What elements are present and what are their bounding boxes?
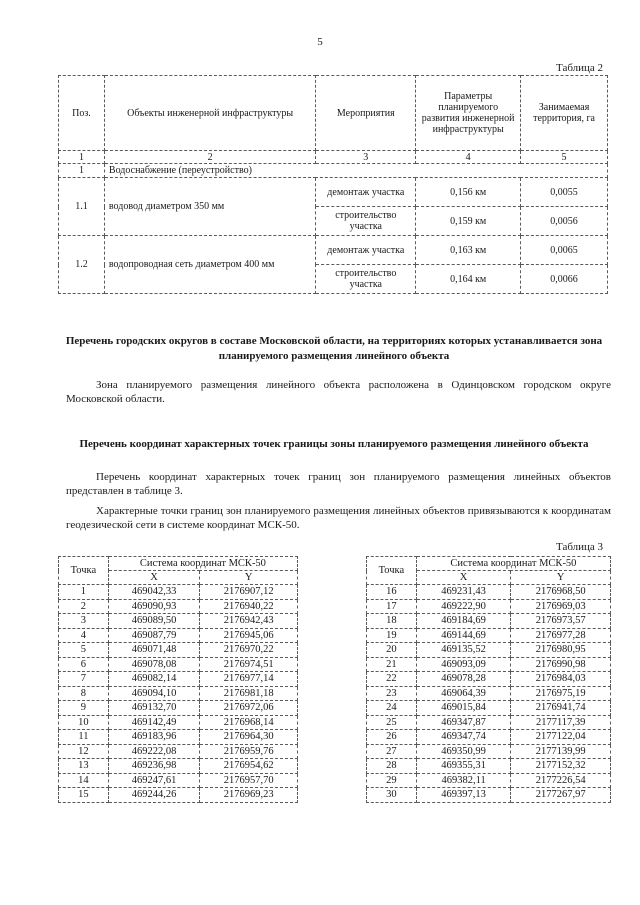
table-row	[59, 614, 298, 629]
item-object: водовод диаметром 350 мм	[104, 178, 315, 236]
table-row	[367, 730, 611, 745]
item-pos: 1.1	[59, 178, 105, 236]
point-number: 25	[367, 715, 417, 730]
point-number: 29	[367, 773, 417, 788]
table-row	[59, 715, 298, 730]
coord-x: 469236,98	[108, 759, 200, 774]
table-row	[367, 585, 611, 600]
coord-x: 469015,84	[416, 701, 511, 716]
table-row	[59, 744, 298, 759]
coord-header-row	[367, 557, 611, 571]
coord-y: 2176977,14	[200, 672, 298, 687]
table-row	[367, 773, 611, 788]
point-number: 9	[59, 701, 109, 716]
item-param: 0,163 км	[416, 236, 521, 265]
coord-y: 2176981,18	[200, 686, 298, 701]
coord-x: 469132,70	[108, 701, 200, 716]
coord-y: 2177117,39	[511, 715, 611, 730]
point-number: 27	[367, 744, 417, 759]
coord-y: 2176973,57	[511, 614, 611, 629]
table-row	[367, 701, 611, 716]
table2-caption: Таблица 2	[556, 62, 604, 74]
table-row	[59, 643, 298, 658]
page-number: 5	[317, 36, 323, 48]
coord-y: 2176972,06	[200, 701, 298, 716]
point-number: 20	[367, 643, 417, 658]
coord-y: 2176980,95	[511, 643, 611, 658]
table-row	[59, 686, 298, 701]
table-row	[367, 744, 611, 759]
table-row	[367, 628, 611, 643]
heading-coordinates: Перечень координат характерных точек границы зоны планируемого размещения линейного объекта	[79, 438, 589, 450]
header-objects: Объекты инженерной инфраструктуры	[104, 76, 315, 151]
coord-y: 2176975,19	[511, 686, 611, 701]
paragraph-text: Зона планируемого размещения линейного объекта расположена в Одинцовском городском округе Московской области.	[66, 379, 611, 405]
coord-y: 2176974,51	[200, 657, 298, 672]
coord-x: 469042,33	[108, 585, 200, 600]
paragraph-text: Характерные точки границ зон планируемого размещения линейных объектов привязываются к координатам геодезической сети в системе координат МСК-50.	[66, 505, 611, 531]
coord-y: 2176970,22	[200, 643, 298, 658]
point-number: 5	[59, 643, 109, 658]
coord-x: 469078,08	[108, 657, 200, 672]
item-area: 0,0066	[521, 265, 608, 294]
table-row	[367, 788, 611, 803]
item-area: 0,0065	[521, 236, 608, 265]
point-number: 21	[367, 657, 417, 672]
coord-y: 2177267,97	[511, 788, 611, 803]
header-pos: Поз.	[59, 76, 105, 151]
point-number: 6	[59, 657, 109, 672]
coord-y: 2176942,43	[200, 614, 298, 629]
point-number: 17	[367, 599, 417, 614]
table-row	[59, 599, 298, 614]
col-number: 4	[416, 151, 521, 164]
table2-section-row	[59, 164, 608, 178]
table-row	[59, 788, 298, 803]
coord-x: 469247,61	[108, 773, 200, 788]
item-pos: 1.2	[59, 236, 105, 294]
item-object: водопроводная сеть диаметром 400 мм	[104, 236, 315, 294]
coord-x: 469222,90	[416, 599, 511, 614]
coord-x: 469135,52	[416, 643, 511, 658]
table-row	[367, 657, 611, 672]
item-measure: строительство участка	[316, 207, 416, 236]
point-number: 3	[59, 614, 109, 629]
item-area: 0,0056	[521, 207, 608, 236]
point-number: 19	[367, 628, 417, 643]
header-area: Занимаемая территория, га	[521, 76, 608, 151]
coord-y: 2176957,70	[200, 773, 298, 788]
paragraph-coordinate-system	[66, 504, 611, 532]
table-row	[367, 686, 611, 701]
coord-x: 469350,99	[416, 744, 511, 759]
col-x-header: X	[416, 571, 511, 585]
table-row	[367, 715, 611, 730]
item-area: 0,0055	[521, 178, 608, 207]
coord-x: 469094,10	[108, 686, 200, 701]
coord-x: 469347,87	[416, 715, 511, 730]
col-number: 1	[59, 151, 105, 164]
col-point-header: Точка	[367, 557, 417, 585]
coord-y: 2176968,50	[511, 585, 611, 600]
coord-x: 469142,49	[108, 715, 200, 730]
coord-y: 2176941,74	[511, 701, 611, 716]
coord-y: 2177226,54	[511, 773, 611, 788]
coord-x: 469184,69	[416, 614, 511, 629]
col-point-header: Точка	[59, 557, 109, 585]
coord-x: 469222,08	[108, 744, 200, 759]
point-number: 23	[367, 686, 417, 701]
point-number: 11	[59, 730, 109, 745]
col-number: 3	[316, 151, 416, 164]
coord-left-body	[59, 585, 298, 803]
table-row	[367, 672, 611, 687]
coordinates-table-left	[58, 556, 298, 803]
infrastructure-table	[58, 75, 608, 294]
table-row	[367, 759, 611, 774]
coord-x: 469144,69	[416, 628, 511, 643]
coord-x: 469244,26	[108, 788, 200, 803]
item-measure: строительство участка	[316, 265, 416, 294]
table-row	[59, 628, 298, 643]
coord-y: 2176907,12	[200, 585, 298, 600]
coord-y: 2176964,30	[200, 730, 298, 745]
point-number: 7	[59, 672, 109, 687]
coord-y: 2176959,76	[200, 744, 298, 759]
coord-y: 2176954,62	[200, 759, 298, 774]
col-x-header: X	[108, 571, 200, 585]
coord-y: 2176990,98	[511, 657, 611, 672]
point-number: 16	[367, 585, 417, 600]
coord-x: 469231,43	[416, 585, 511, 600]
item-param: 0,156 км	[416, 178, 521, 207]
item-measure: демонтаж участка	[316, 236, 416, 265]
table-row	[59, 657, 298, 672]
coord-y: 2176940,22	[200, 599, 298, 614]
coord-x: 469071,48	[108, 643, 200, 658]
header-parameters: Параметры планируемого развития инженерной инфраструктуры	[416, 76, 521, 151]
coord-y: 2176969,03	[511, 599, 611, 614]
coordinates-table-right	[366, 556, 611, 803]
coord-x: 469089,50	[108, 614, 200, 629]
col-y-header: Y	[511, 571, 611, 585]
point-number: 24	[367, 701, 417, 716]
coord-x: 469347,74	[416, 730, 511, 745]
point-number: 14	[59, 773, 109, 788]
table-row	[59, 672, 298, 687]
coord-y: 2176977,28	[511, 628, 611, 643]
coord-header-row	[59, 557, 298, 571]
coord-x: 469382,11	[416, 773, 511, 788]
table2-number-row	[59, 151, 608, 164]
table-row	[367, 643, 611, 658]
paragraph-text: Перечень координат характерных точек границ зон планируемого размещения линейных объектов представлен в таблице 3.	[66, 471, 611, 497]
point-number: 22	[367, 672, 417, 687]
table-row	[59, 701, 298, 716]
col-system-header: Система координат МСК-50	[416, 557, 610, 571]
col-number: 5	[521, 151, 608, 164]
coord-x: 469064,39	[416, 686, 511, 701]
section-title: Водоснабжение (переустройство)	[104, 164, 607, 178]
table2-header-row	[59, 76, 608, 151]
coord-x: 469355,31	[416, 759, 511, 774]
coord-y: 2176968,14	[200, 715, 298, 730]
table-row	[59, 730, 298, 745]
table-row	[59, 585, 298, 600]
col-y-header: Y	[200, 571, 298, 585]
coord-x: 469090,93	[108, 599, 200, 614]
coord-x: 469087,79	[108, 628, 200, 643]
coord-x: 469093,09	[416, 657, 511, 672]
paragraph-zone-location	[66, 378, 611, 406]
table-row	[59, 773, 298, 788]
coord-right-body	[367, 585, 611, 803]
coord-y: 2176969,23	[200, 788, 298, 803]
item-param: 0,164 км	[416, 265, 521, 294]
table3-caption: Таблица 3	[556, 541, 604, 553]
heading-districts: Перечень городских округов в составе Московской области, на территориях которых устанавливается зона планируемого размещения линейного объекта	[65, 335, 603, 362]
point-number: 4	[59, 628, 109, 643]
table-row	[367, 599, 611, 614]
point-number: 26	[367, 730, 417, 745]
coord-x: 469082,14	[108, 672, 200, 687]
col-system-header: Система координат МСК-50	[108, 557, 297, 571]
point-number: 15	[59, 788, 109, 803]
point-number: 13	[59, 759, 109, 774]
coord-x: 469078,28	[416, 672, 511, 687]
table-row	[367, 614, 611, 629]
point-number: 30	[367, 788, 417, 803]
item-param: 0,159 км	[416, 207, 521, 236]
section-pos: 1	[59, 164, 105, 178]
point-number: 2	[59, 599, 109, 614]
table-row	[59, 236, 608, 265]
coord-y: 2177152,32	[511, 759, 611, 774]
table-row	[59, 759, 298, 774]
coord-y: 2177122,04	[511, 730, 611, 745]
table-row	[59, 178, 608, 207]
coord-y: 2176945,06	[200, 628, 298, 643]
coord-x: 469183,96	[108, 730, 200, 745]
point-number: 28	[367, 759, 417, 774]
paragraph-coordinates-list	[66, 470, 611, 498]
coord-x: 469397,13	[416, 788, 511, 803]
coord-y: 2176984,03	[511, 672, 611, 687]
point-number: 1	[59, 585, 109, 600]
coord-y: 2177139,99	[511, 744, 611, 759]
point-number: 18	[367, 614, 417, 629]
point-number: 8	[59, 686, 109, 701]
header-measures: Мероприятия	[316, 76, 416, 151]
col-number: 2	[104, 151, 315, 164]
point-number: 12	[59, 744, 109, 759]
item-measure: демонтаж участка	[316, 178, 416, 207]
point-number: 10	[59, 715, 109, 730]
